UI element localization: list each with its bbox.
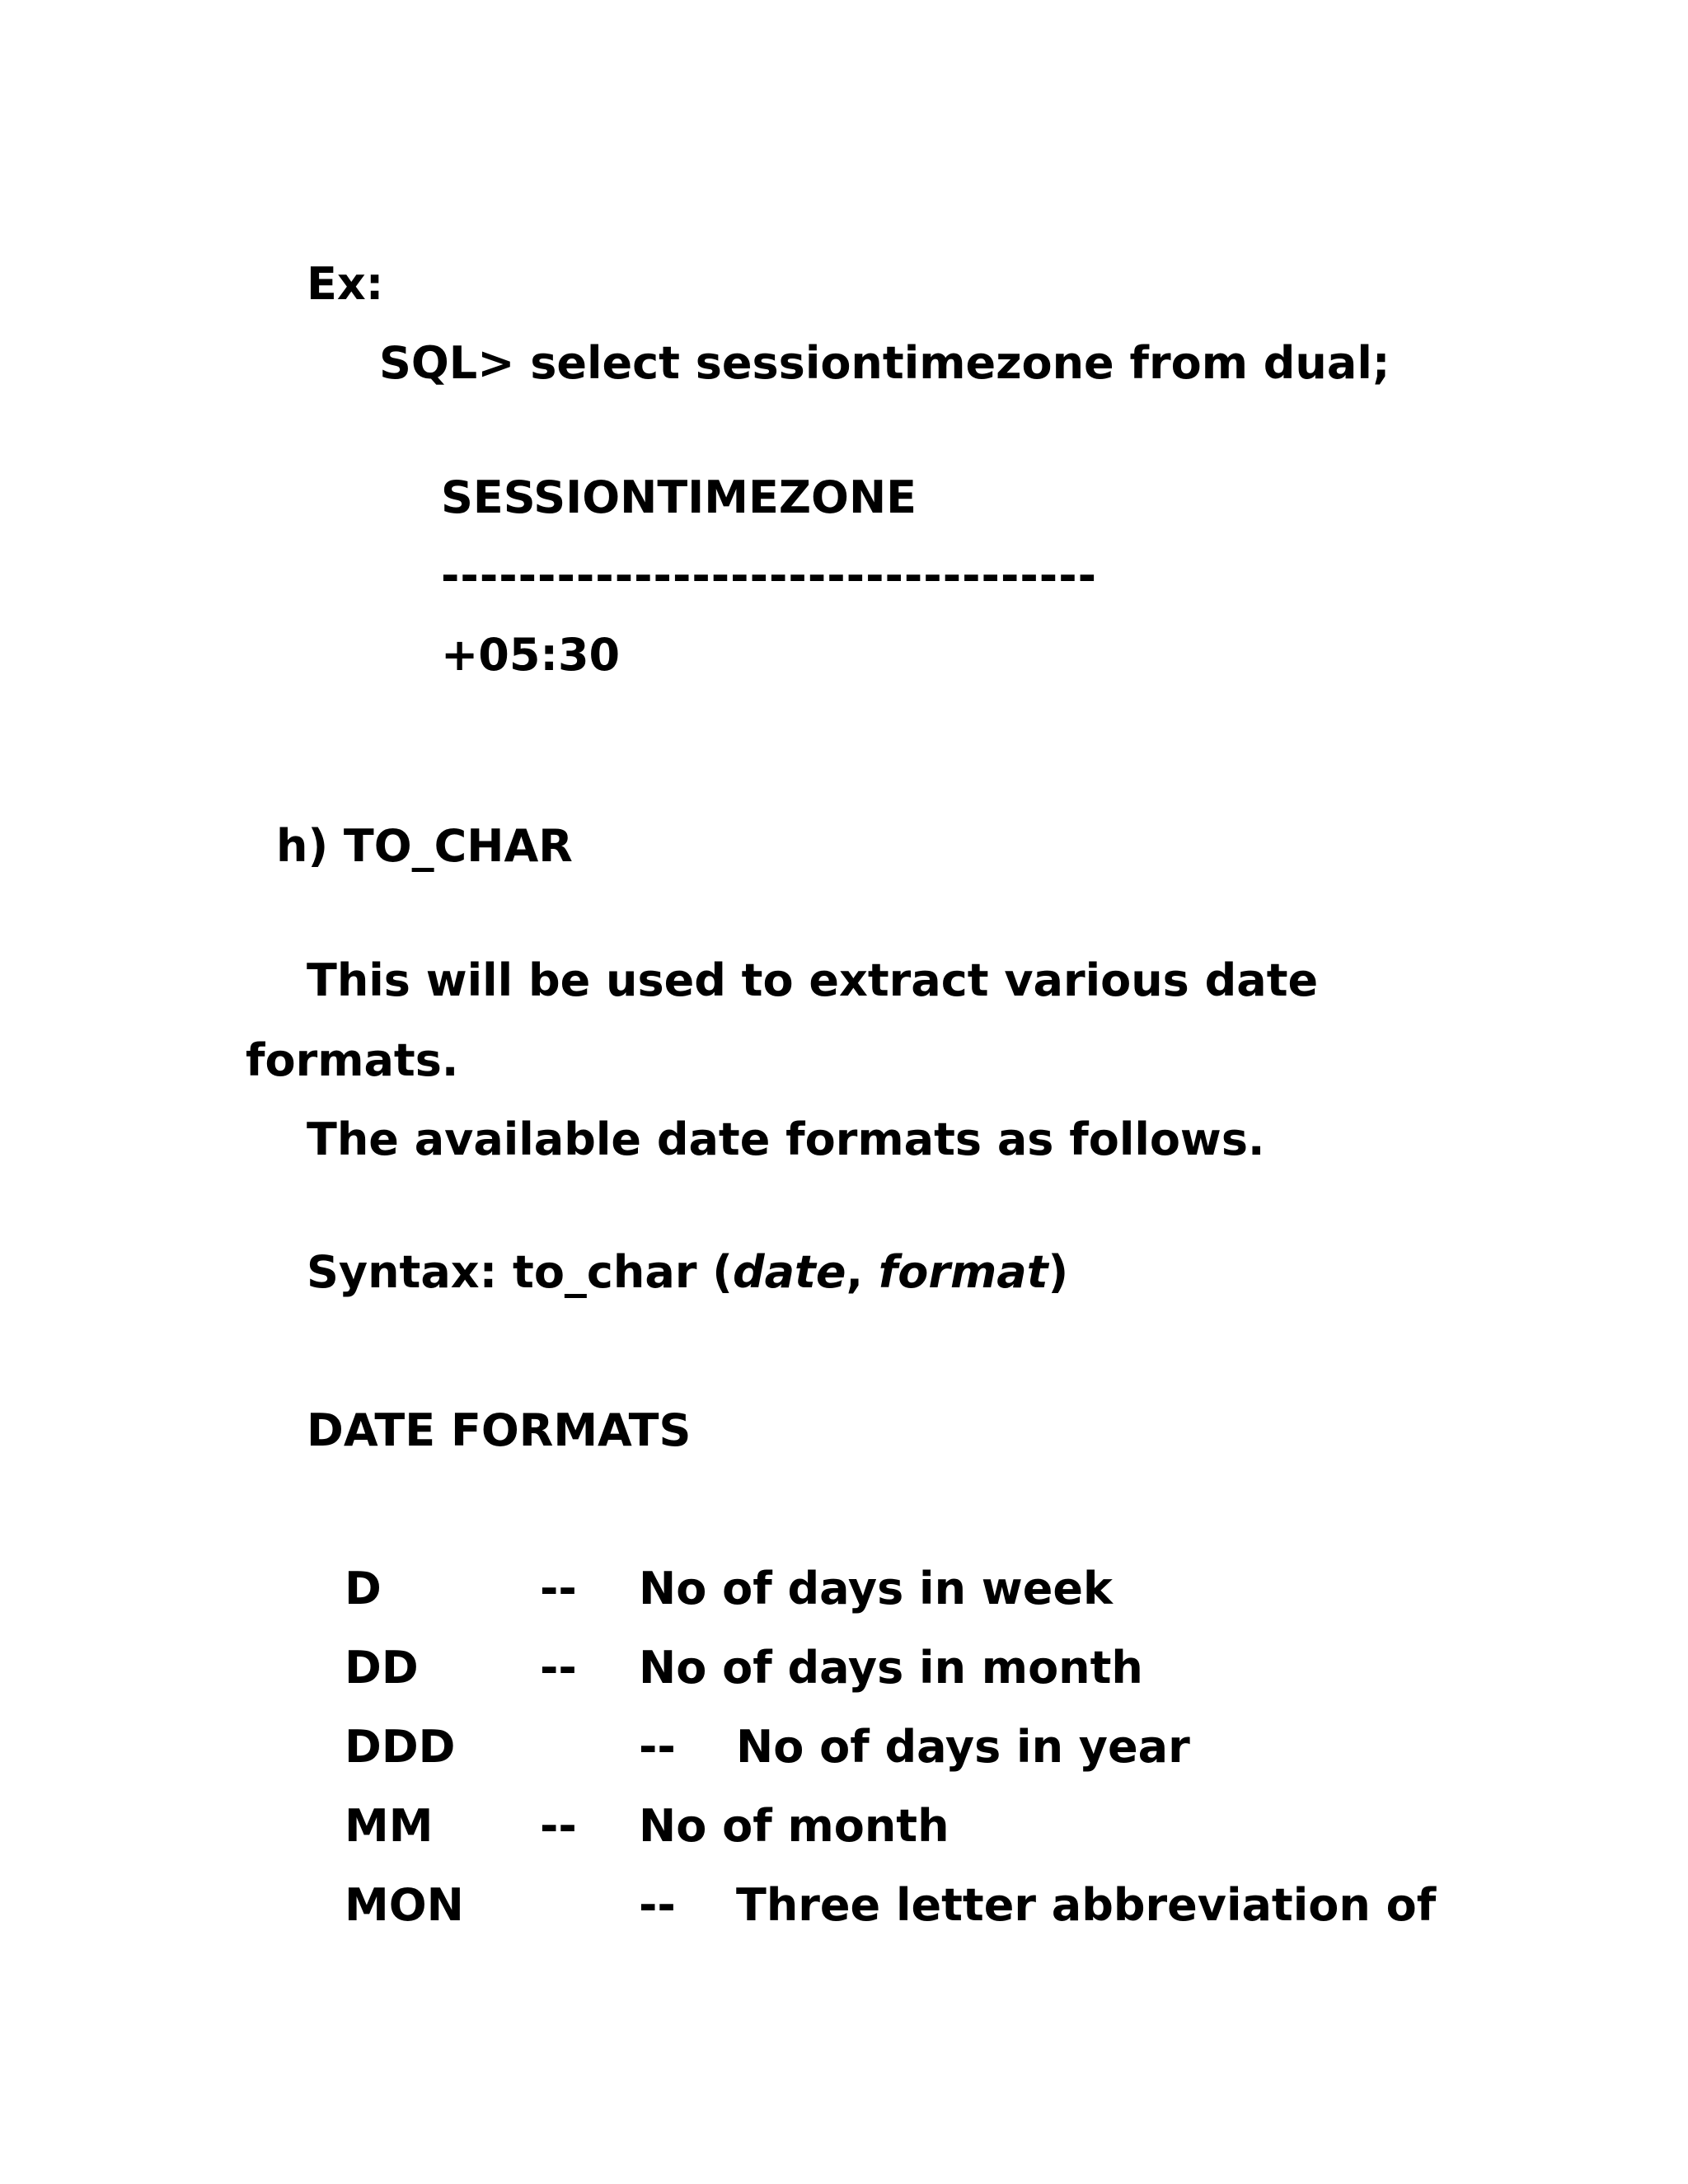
sql-command: SQL> select sessiontimezone from dual;	[379, 337, 1390, 389]
date-formats-heading: DATE FORMATS	[307, 1404, 692, 1456]
result-value: +05:30	[441, 629, 621, 681]
format-dash: --	[540, 1800, 577, 1852]
format-code: D	[345, 1563, 382, 1615]
format-description: Three letter abbreviation of	[736, 1879, 1437, 1931]
syntax-separator: ,	[846, 1246, 879, 1298]
description-line-1: This will be used to extract various date	[307, 954, 1319, 1006]
format-code: MM	[345, 1800, 434, 1852]
result-divider: ----------------------------------	[441, 550, 1098, 602]
description-line-3: The available date formats as follows.	[307, 1113, 1265, 1165]
format-description: No of month	[639, 1800, 950, 1852]
syntax-prefix: Syntax: to_char (	[307, 1246, 733, 1298]
format-code: DD	[345, 1642, 419, 1694]
syntax-line	[307, 1246, 1069, 1298]
description-line-2: formats.	[246, 1034, 459, 1086]
syntax-arg-format: format	[878, 1246, 1048, 1298]
syntax-suffix: )	[1048, 1246, 1069, 1298]
section-heading: h) TO_CHAR	[276, 820, 573, 872]
format-code: DDD	[345, 1721, 456, 1773]
format-dash: --	[540, 1642, 577, 1694]
format-dash: --	[540, 1563, 577, 1615]
format-code: MON	[345, 1879, 464, 1931]
syntax-arg-date: date	[732, 1246, 846, 1298]
result-column-header: SESSIONTIMEZONE	[441, 471, 917, 523]
example-label: Ex:	[307, 258, 384, 310]
format-dash: --	[639, 1879, 676, 1931]
format-description: No of days in week	[639, 1563, 1113, 1615]
format-description: No of days in month	[639, 1642, 1143, 1694]
format-description: No of days in year	[736, 1721, 1190, 1773]
format-dash: --	[639, 1721, 676, 1773]
